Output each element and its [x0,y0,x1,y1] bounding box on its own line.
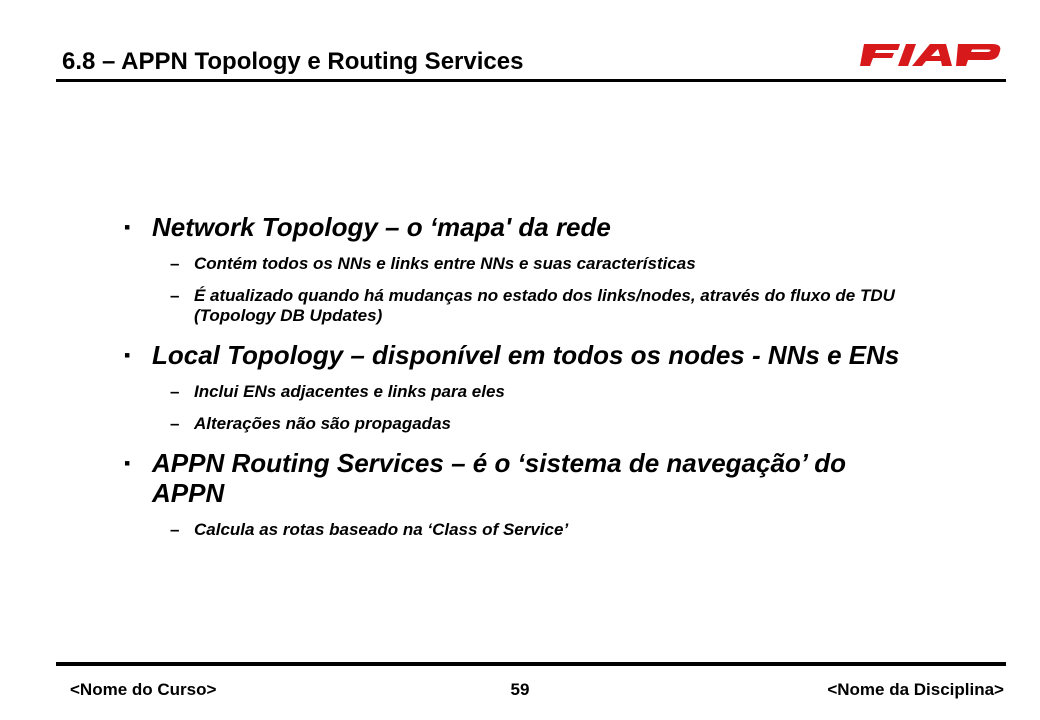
bullet-text: Local Topology – disponível em todos os nodes - NNs e ENs [152,340,900,370]
sub-bullet [170,286,924,326]
bullet-appn-routing [124,448,924,508]
bullet-network-topology [124,212,924,242]
fiap-logo [860,40,1006,68]
sub-bullet [170,382,924,402]
header-rule [56,79,1006,82]
bullet-text: APPN Routing Services – é o ‘sistema de navegação’ do APPN [152,448,847,508]
dash-marker: – [170,414,180,433]
sub-bullet [170,520,924,540]
footer-discipline-name: <Nome da Disciplina> [827,680,1004,699]
sub-bullet-text: É atualizado quando há mudanças no estado dos links/nodes, através do fluxo de TDU (Topology DB Updates) [194,286,895,325]
square-bullet-icon: ▪ [124,217,131,237]
footer-rule [56,662,1006,666]
dash-marker: – [170,382,180,401]
slide-title: 6.8 – APPN Topology e Routing Services [62,48,524,75]
bullet-local-topology [124,340,924,370]
dash-marker: – [170,520,180,539]
page-number: 59 [510,680,530,699]
sub-bullet [170,254,924,274]
sub-bullet-text: Inclui ENs adjacentes e links para eles [194,382,505,401]
sub-bullet-text: Alterações não são propagadas [194,414,451,433]
slide-content [124,212,924,540]
sub-bullet [170,414,924,434]
sub-bullet-text: Calcula as rotas baseado na ‘Class of Service’ [194,520,569,539]
square-bullet-icon: ▪ [124,345,131,365]
square-bullet-icon: ▪ [124,453,131,473]
footer-course-name: <Nome do Curso> [70,680,217,699]
dash-marker: – [170,254,180,273]
sub-bullet-text: Contém todos os NNs e links entre NNs e suas características [194,254,696,273]
bullet-text: Network Topology – o ‘mapa' da rede [152,212,611,242]
dash-marker: – [170,286,180,305]
